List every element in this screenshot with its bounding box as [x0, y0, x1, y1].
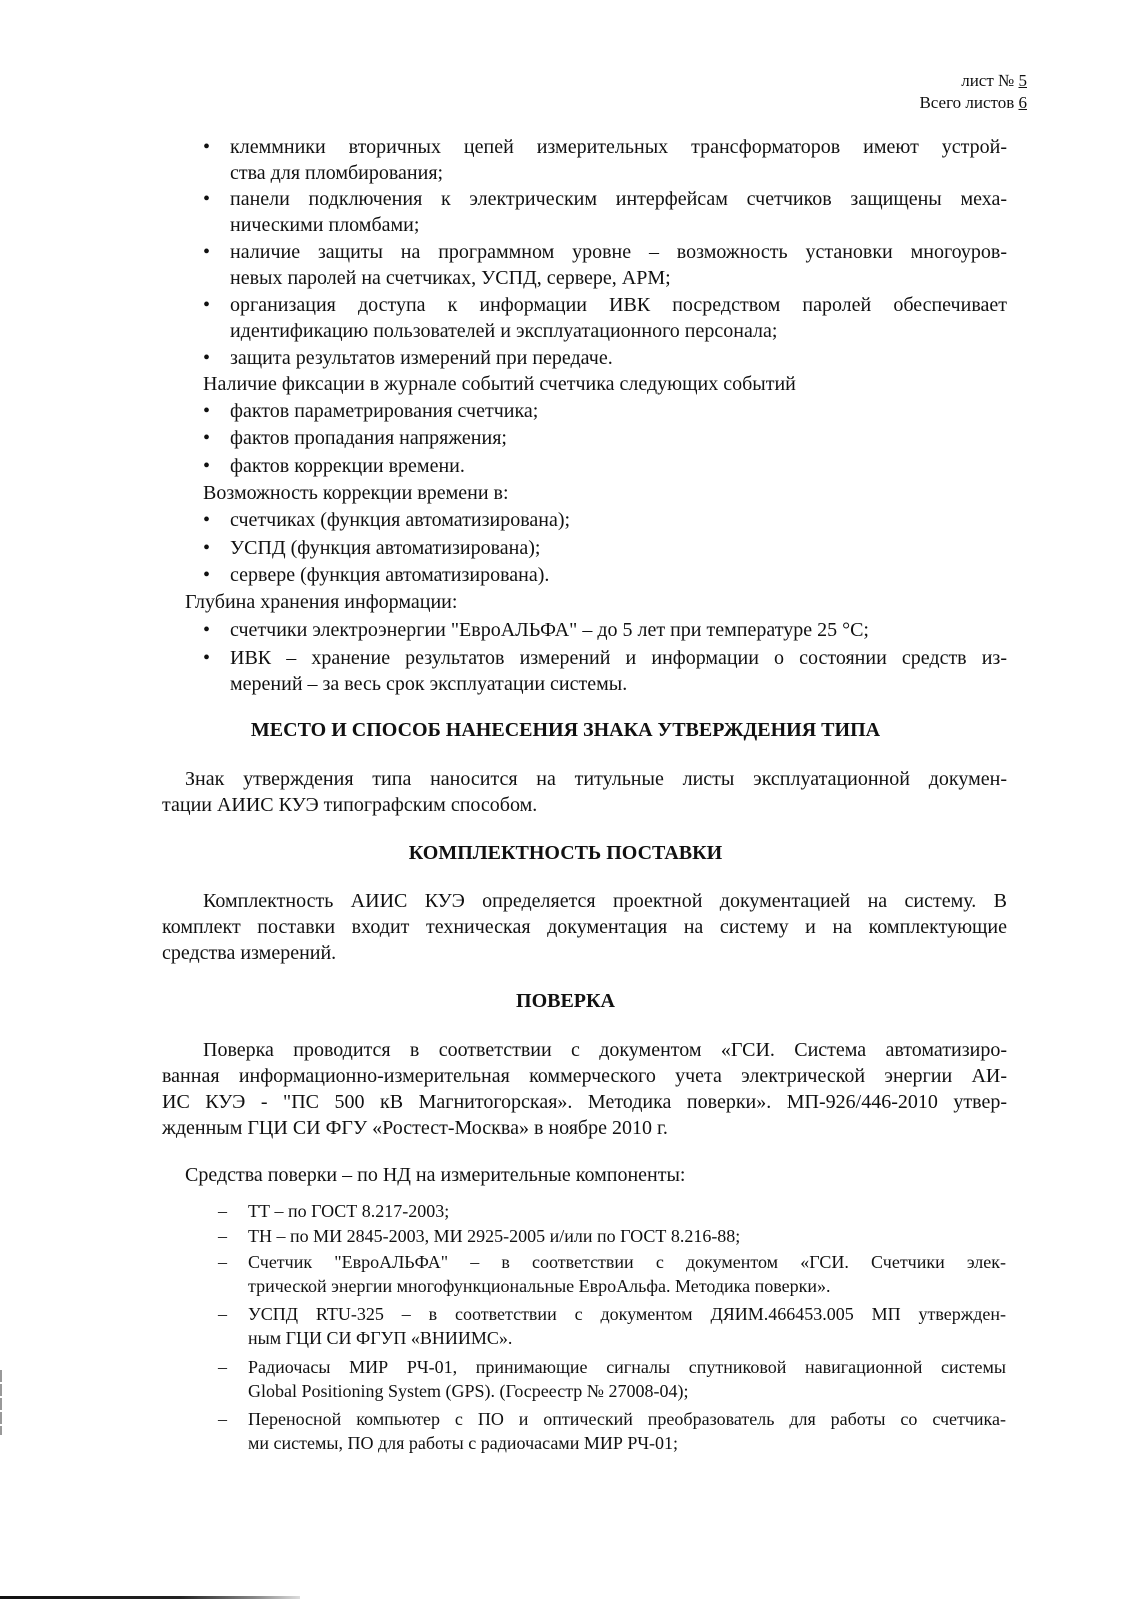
- paragraph-line: Знак утверждения типа наносится на титульные листы эксплуатационной докумен-: [185, 768, 1007, 790]
- bullet-icon: •: [203, 537, 211, 559]
- paragraph-line: средства измерений.: [162, 942, 337, 964]
- tools-intro: Средства поверки – по НД на измерительные компоненты:: [185, 1164, 686, 1186]
- tool-item: ТТ – по ГОСТ 8.217-2003;: [248, 1201, 450, 1221]
- tool-item-cont: Global Positioning System (GPS). (Госреестр № 27008-04);: [248, 1381, 689, 1401]
- list-item-cont: ническими пломбами;: [230, 214, 420, 236]
- dash-icon: –: [218, 1252, 227, 1272]
- tool-item: Радиочасы МИР РЧ-01, принимающие сигналы спутниковой навигационной системы: [248, 1357, 1006, 1377]
- list-item: ИВК – хранение результатов измерений и информации о состоянии средств из-: [230, 647, 1007, 669]
- total-label: Всего листов: [919, 93, 1015, 112]
- bullet-icon: •: [203, 427, 211, 449]
- bullet-icon: •: [203, 294, 211, 316]
- bullet-icon: •: [203, 241, 211, 263]
- paragraph-line: ИС КУЭ - "ПС 500 кВ Магнитогорская». Методика поверки». МП-926/446-2010 утвер-: [162, 1091, 1007, 1113]
- list-item: наличие защиты на программном уровне – возможность установки многоуров-: [230, 241, 1007, 263]
- tool-item-cont: ми системы, ПО для работы с радиочасами МИР РЧ-01;: [248, 1433, 679, 1453]
- storage-intro: Глубина хранения информации:: [185, 591, 458, 613]
- sheet-label: лист №: [961, 71, 1015, 90]
- time-correction-intro: Возможность коррекции времени в:: [203, 482, 509, 504]
- bullet-icon: •: [203, 347, 211, 369]
- list-item-cont: ства для пломбирования;: [230, 162, 444, 184]
- tool-item: Переносной компьютер с ПО и оптический преобразователь для работы со счетчика-: [248, 1409, 1006, 1429]
- list-item: счетчиках (функция автоматизирована);: [230, 509, 571, 531]
- list-item-cont: мерений – за весь срок эксплуатации системы.: [230, 673, 628, 695]
- list-item: фактов коррекции времени.: [230, 455, 465, 477]
- events-intro: Наличие фиксации в журнале событий счетчика следующих событий: [203, 373, 796, 395]
- paragraph-line: ванная информационно-измерительная коммерческого учета электрической энергии АИ-: [162, 1065, 1007, 1087]
- section-heading-mark: МЕСТО И СПОСОБ НАНЕСЕНИЯ ЗНАКА УТВЕРЖДЕНИЯ ТИПА: [250, 719, 881, 741]
- tool-item: ТН – по МИ 2845-2003, МИ 2925-2005 и/или по ГОСТ 8.216-88;: [248, 1226, 741, 1246]
- sheet-info: [919, 70, 1027, 114]
- bullet-icon: •: [203, 509, 211, 531]
- bullet-icon: •: [203, 400, 211, 422]
- list-item-cont: невых паролей на счетчиках, УСПД, сервере, АРМ;: [230, 267, 671, 289]
- dash-icon: –: [218, 1357, 227, 1377]
- paragraph-line: Комплектность АИИС КУЭ определяется проектной документацией на систему. В: [203, 890, 1007, 912]
- paragraph-line: тации АИИС КУЭ типографским способом.: [162, 794, 538, 816]
- bullet-icon: •: [203, 619, 211, 641]
- total-number: 6: [1018, 93, 1027, 112]
- list-item: сервере (функция автоматизирована).: [230, 564, 550, 586]
- list-item: клеммники вторичных цепей измерительных трансформаторов имеют устрой-: [230, 136, 1007, 158]
- list-item: защита результатов измерений при передаче.: [230, 347, 613, 369]
- list-item-cont: идентификацию пользователей и эксплуатационного персонала;: [230, 320, 778, 342]
- paragraph-line: жденным ГЦИ СИ ФГУ «Ростест-Москва» в ноябре 2010 г.: [162, 1117, 668, 1139]
- tool-item-cont: трической энергии многофункциональные ЕвроАльфа. Методика поверки».: [248, 1276, 831, 1296]
- bullet-icon: •: [203, 136, 211, 158]
- bullet-icon: •: [203, 564, 211, 586]
- paragraph-line: Поверка проводится в соответствии с документом «ГСИ. Система автоматизиро-: [203, 1039, 1007, 1061]
- sheet-number-line: [919, 70, 1027, 92]
- dash-icon: –: [218, 1201, 227, 1221]
- paragraph-line: комплект поставки входит техническая документация на систему и на комплектующие: [162, 916, 1007, 938]
- tool-item: Счетчик "ЕвроАЛЬФА" – в соответствии с документом «ГСИ. Счетчики элек-: [248, 1252, 1006, 1272]
- bullet-icon: •: [203, 188, 211, 210]
- list-item: фактов пропадания напряжения;: [230, 427, 507, 449]
- scan-artifact-left: [0, 1370, 2, 1435]
- tool-item: УСПД RTU-325 – в соответствии с документом ДЯИМ.466453.005 МП утвержден-: [248, 1304, 1006, 1324]
- list-item: счетчики электроэнергии "ЕвроАЛЬФА" – до 5 лет при температуре 25 °С;: [230, 619, 869, 641]
- list-item: панели подключения к электрическим интерфейсам счетчиков защищены меха-: [230, 188, 1007, 210]
- dash-icon: –: [218, 1304, 227, 1324]
- list-item: фактов параметрирования счетчика;: [230, 400, 539, 422]
- list-item: организация доступа к информации ИВК посредством паролей обеспечивает: [230, 294, 1007, 316]
- total-sheets-line: [919, 92, 1027, 114]
- dash-icon: –: [218, 1409, 227, 1429]
- bullet-icon: •: [203, 647, 211, 669]
- sheet-number: 5: [1018, 71, 1027, 90]
- list-item: УСПД (функция автоматизирована);: [230, 537, 541, 559]
- dash-icon: –: [218, 1226, 227, 1246]
- bullet-icon: •: [203, 455, 211, 477]
- section-heading-verification: ПОВЕРКА: [516, 990, 615, 1012]
- tool-item-cont: ным ГЦИ СИ ФГУП «ВНИИМС».: [248, 1328, 513, 1348]
- section-heading-completeness: КОМПЛЕКТНОСТЬ ПОСТАВКИ: [408, 842, 723, 864]
